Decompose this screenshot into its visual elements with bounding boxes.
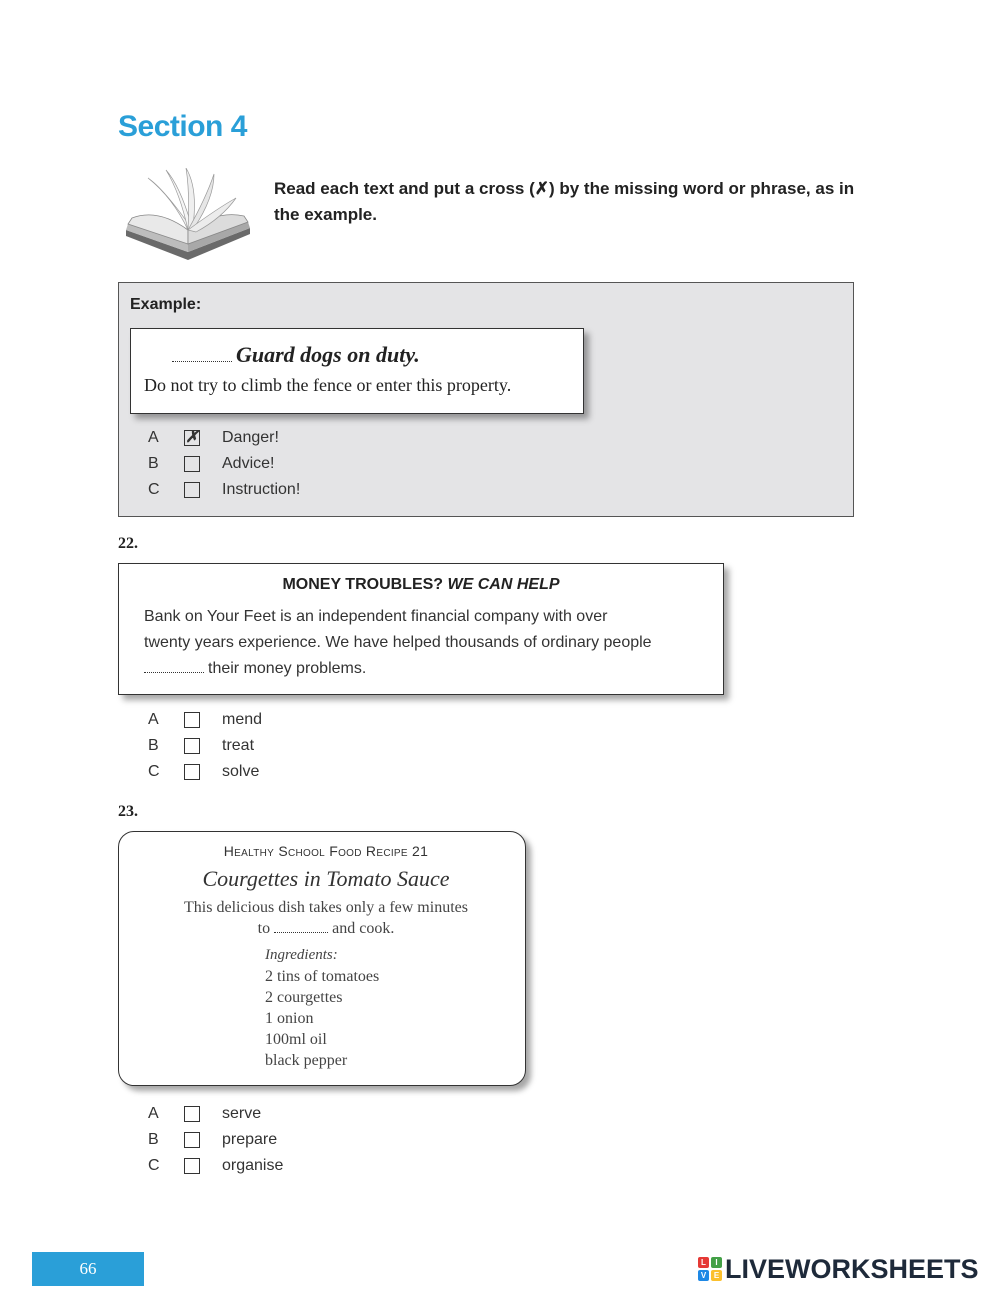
blank-line [144, 672, 204, 673]
open-book-icon [118, 168, 258, 268]
option-text: Advice! [222, 455, 275, 472]
liveworksheets-logo-icon [698, 1257, 722, 1281]
question-number-23: 23. [118, 803, 138, 820]
example-option-c [118, 477, 300, 503]
money-heading [118, 576, 724, 594]
logo-icon-letter: L [698, 1257, 709, 1268]
ingredients-list [265, 945, 379, 1071]
option-text: Danger! [222, 429, 279, 446]
recipe-title: Courgettes in Tomato Sauce [202, 866, 450, 891]
q23-options [118, 1101, 283, 1179]
option-text: organise [222, 1157, 284, 1174]
recipe-desc-end: and cook. [332, 920, 395, 937]
option-letter: B [148, 455, 159, 472]
option-checkbox[interactable] [184, 456, 200, 472]
q23-option-a [118, 1101, 283, 1127]
recipe-desc-line-2 [118, 918, 534, 939]
option-checkbox[interactable] [184, 764, 200, 780]
option-checkbox[interactable] [184, 482, 200, 498]
logo-text: LIVEWORKSHEETS [725, 1253, 979, 1284]
example-label: Example: [130, 296, 202, 313]
option-letter: B [148, 1131, 159, 1148]
q22-option-a [118, 707, 262, 733]
example-option-a [118, 425, 300, 451]
option-checkbox[interactable] [184, 1132, 200, 1148]
instruction-text: Read each text and put a cross (✗) by the missing word or phrase, as in the example. [274, 179, 855, 224]
q23-option-b [118, 1127, 283, 1153]
example-options [118, 425, 300, 503]
money-line-3-text: their money problems. [208, 660, 367, 677]
recipe-header: Healthy School Food Recipe 21 [223, 843, 429, 859]
recipe-description [118, 897, 534, 939]
money-line-2: twenty years experience. We have helped thousands of ordinary people [144, 634, 652, 651]
option-letter: C [148, 1157, 160, 1174]
example-heading [172, 342, 420, 368]
option-text: prepare [222, 1131, 278, 1148]
example-body: Do not try to climb the fence or enter this property. [144, 375, 512, 395]
ingredient-item: 1 onion [265, 1010, 314, 1027]
example-option-b [118, 451, 300, 477]
money-line-1: Bank on Your Feet is an independent financial company with over [144, 608, 608, 625]
logo-icon-letter: E [711, 1270, 722, 1281]
option-checkbox[interactable] [184, 738, 200, 754]
option-text: mend [222, 711, 263, 728]
option-letter: B [148, 737, 159, 754]
option-letter: A [148, 711, 159, 728]
money-body [144, 604, 704, 682]
option-letter: A [148, 429, 159, 446]
ingredient-item: 100ml oil [265, 1031, 327, 1048]
option-text: treat [222, 737, 255, 754]
money-line-3 [144, 656, 704, 682]
section-title: Section 4 [118, 110, 247, 143]
logo-icon-letter: I [711, 1257, 722, 1268]
option-checkbox[interactable] [184, 1158, 200, 1174]
option-checkbox[interactable] [184, 712, 200, 728]
ingredients-title: Ingredients: [265, 947, 338, 963]
q22-option-c [118, 759, 262, 785]
ingredient-item: 2 courgettes [265, 989, 343, 1006]
liveworksheets-logo[interactable] [698, 1254, 979, 1284]
q23-option-c [118, 1153, 283, 1179]
blank-line [274, 932, 328, 933]
q22-option-b [118, 733, 262, 759]
question-number-22: 22. [118, 535, 138, 552]
option-letter: C [148, 763, 160, 780]
option-letter: A [148, 1105, 159, 1122]
money-heading-plain: MONEY TROUBLES? [282, 576, 444, 593]
option-text: solve [222, 763, 260, 780]
option-checkbox[interactable]: ✗ [185, 429, 199, 446]
recipe-desc-line-1: This delicious dish takes only a few minutes [184, 899, 468, 916]
example-heading-text: Guard dogs on duty. [236, 342, 420, 367]
ingredient-item: 2 tins of tomatoes [265, 968, 380, 985]
option-letter: C [148, 481, 160, 498]
recipe-desc-to: to [257, 920, 271, 937]
option-text: serve [222, 1105, 262, 1122]
page-number: 66 [32, 1252, 144, 1286]
ingredient-item: black pepper [265, 1052, 348, 1069]
money-heading-italic: WE CAN HELP [447, 576, 560, 593]
option-text: Instruction! [222, 481, 301, 498]
option-checkbox[interactable] [184, 1106, 200, 1122]
logo-icon-letter: V [698, 1270, 709, 1281]
q22-options [118, 707, 262, 785]
blank-line [172, 361, 232, 362]
example-sign [130, 328, 584, 414]
